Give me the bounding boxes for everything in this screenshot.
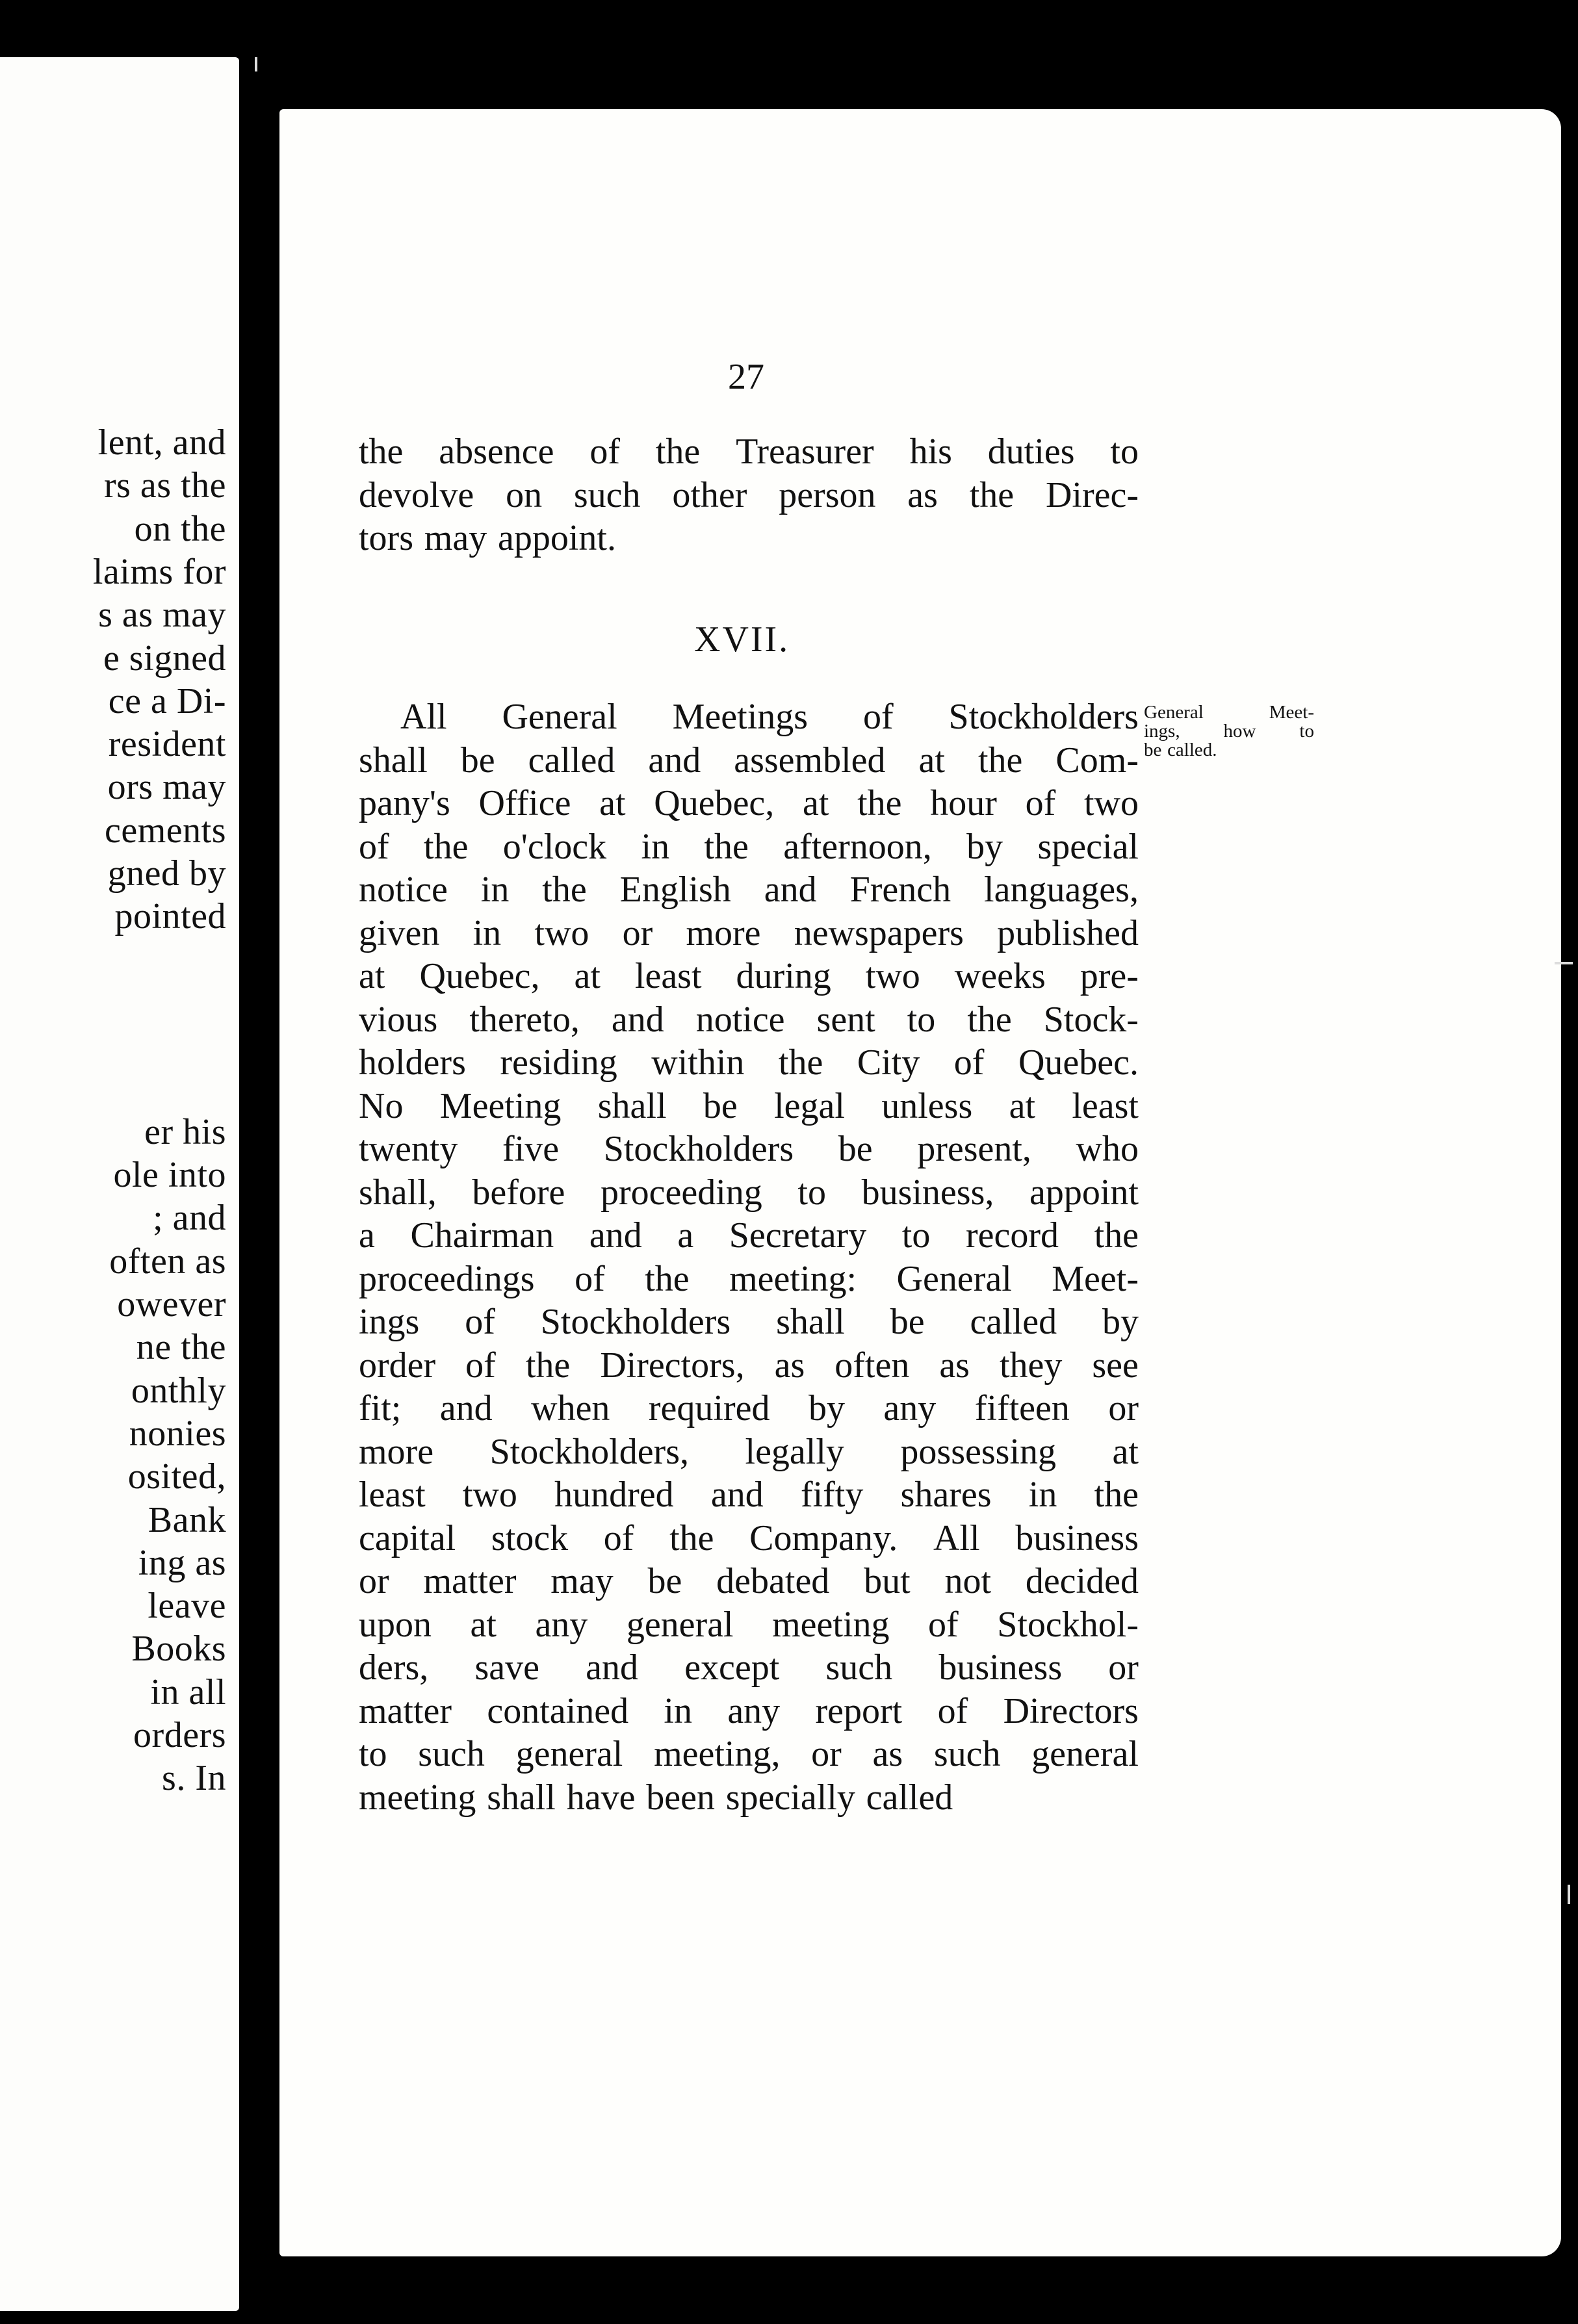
word: the xyxy=(778,1042,823,1083)
left-page-line: ole into xyxy=(113,1155,226,1196)
word: such xyxy=(573,474,641,515)
text-line xyxy=(359,1473,1139,1517)
word: weeks xyxy=(954,956,1046,996)
left-page-line: s as may xyxy=(98,595,226,636)
word: Stockholders xyxy=(540,1302,731,1342)
text-line xyxy=(359,1085,1139,1128)
left-page-line: Books xyxy=(131,1629,226,1670)
word: who xyxy=(1076,1129,1139,1169)
marginal-note-line xyxy=(1144,703,1314,722)
word: Meeting xyxy=(439,1085,562,1126)
word: decided xyxy=(1025,1561,1139,1601)
word: and xyxy=(586,1647,639,1688)
text-line xyxy=(359,1128,1139,1171)
word: meeting: xyxy=(729,1258,857,1299)
page-number: 27 xyxy=(728,357,764,397)
word: record xyxy=(965,1215,1059,1256)
word: residing xyxy=(500,1042,617,1083)
word: fit; xyxy=(359,1388,402,1428)
word: shall xyxy=(776,1302,845,1342)
word: of xyxy=(1025,783,1056,823)
text-line xyxy=(359,1603,1139,1647)
word: be xyxy=(460,740,495,781)
marginal-word: ings, xyxy=(1144,721,1180,742)
word: a xyxy=(677,1215,694,1256)
word: Meet- xyxy=(1052,1258,1139,1299)
word: such xyxy=(825,1647,893,1688)
word: o'clock xyxy=(502,826,607,867)
word: General xyxy=(896,1258,1012,1299)
word: Directors, xyxy=(600,1345,745,1386)
word: as xyxy=(872,1734,903,1774)
word: matter xyxy=(359,1690,452,1731)
word: stock xyxy=(491,1517,569,1558)
word: Company. xyxy=(749,1517,898,1558)
left-page-line: ing as xyxy=(138,1542,226,1583)
left-page-line: orders xyxy=(133,1715,226,1755)
text-line xyxy=(359,474,1139,517)
word: the xyxy=(669,1517,714,1558)
word: order xyxy=(359,1345,436,1386)
text-line xyxy=(359,1646,1139,1690)
word: shall, xyxy=(359,1172,437,1213)
section-heading: XVII. xyxy=(694,619,790,660)
word: Quebec. xyxy=(1018,1042,1139,1083)
marginal-word: called. xyxy=(1167,740,1217,760)
word: or xyxy=(811,1734,842,1774)
word: or xyxy=(622,912,653,953)
word: be xyxy=(647,1561,682,1601)
word: matter xyxy=(423,1561,517,1601)
word: French xyxy=(849,870,951,910)
marginal-word: to xyxy=(1299,721,1314,742)
left-page-line: resident xyxy=(108,724,226,765)
word: they xyxy=(999,1345,1063,1386)
word: business, xyxy=(861,1172,994,1213)
word: as xyxy=(907,474,938,515)
word: save xyxy=(474,1647,539,1688)
word: assembled xyxy=(734,740,886,781)
word: of xyxy=(465,1302,495,1342)
text-line xyxy=(359,1214,1139,1258)
left-page-line: rs as the xyxy=(103,465,226,506)
word: any xyxy=(727,1690,781,1731)
left-page-line: in all xyxy=(150,1672,226,1712)
text-line xyxy=(359,1517,1139,1560)
word: specially xyxy=(725,1777,855,1818)
word: may xyxy=(424,518,487,558)
word: proceeding xyxy=(601,1172,762,1213)
word: Stock- xyxy=(1043,999,1139,1040)
word: or xyxy=(359,1561,389,1601)
marginal-word: be xyxy=(1144,740,1162,760)
text-line xyxy=(359,868,1139,912)
word: in xyxy=(480,870,510,910)
word: contained xyxy=(487,1690,629,1731)
word: a xyxy=(359,1215,375,1256)
word: be xyxy=(838,1129,873,1169)
word: by xyxy=(966,826,1003,867)
word: at xyxy=(918,740,945,781)
text-line xyxy=(359,955,1139,998)
word: upon xyxy=(359,1604,432,1645)
word: business xyxy=(1015,1517,1139,1558)
word: more xyxy=(686,912,761,953)
left-page-line: ; and xyxy=(153,1198,226,1239)
word: of xyxy=(953,1042,985,1083)
word: the xyxy=(969,474,1015,515)
word: least xyxy=(359,1475,426,1515)
left-page-line: pointed xyxy=(114,896,226,937)
word: absence xyxy=(439,432,554,472)
word: Quebec, xyxy=(419,956,540,996)
left-page-line: er his xyxy=(144,1111,226,1152)
word: pany's xyxy=(359,783,450,823)
word: proceedings xyxy=(359,1258,535,1299)
word: of xyxy=(589,432,621,472)
word: least xyxy=(634,956,702,996)
text-line xyxy=(359,1171,1139,1215)
word: holders xyxy=(359,1042,466,1083)
word: notice xyxy=(359,870,448,910)
word: fifteen xyxy=(974,1388,1070,1428)
word: person xyxy=(779,474,876,515)
word: the xyxy=(704,826,749,867)
left-page-line: Bank xyxy=(148,1499,226,1540)
word: Treasurer xyxy=(736,432,874,472)
left-page-line: on the xyxy=(134,508,226,549)
word: legally xyxy=(745,1431,844,1472)
word: Directors xyxy=(1003,1690,1139,1731)
word: shall xyxy=(487,1777,556,1818)
word: Meetings xyxy=(672,697,808,737)
word: or xyxy=(1108,1388,1139,1428)
word: unless xyxy=(881,1085,973,1126)
marginal-note-line xyxy=(1144,722,1314,741)
left-page-line: osited, xyxy=(127,1456,226,1497)
word: thereto, xyxy=(469,999,580,1040)
word: be xyxy=(703,1085,738,1126)
word: at xyxy=(574,956,601,996)
word: during xyxy=(736,956,831,996)
word: notice xyxy=(695,999,785,1040)
marginal-note-line xyxy=(1144,741,1314,760)
word: shares xyxy=(900,1475,992,1515)
word: any xyxy=(883,1388,937,1428)
book-spine xyxy=(239,0,279,2324)
word: the xyxy=(645,1258,690,1299)
text-line xyxy=(359,1041,1139,1085)
text-line xyxy=(359,1690,1139,1733)
word: debated xyxy=(716,1561,830,1601)
word: to xyxy=(359,1734,387,1774)
word: any xyxy=(535,1604,588,1645)
word: at xyxy=(803,783,829,823)
word: hundred xyxy=(554,1475,674,1515)
word: City xyxy=(857,1042,920,1083)
word: except xyxy=(684,1647,780,1688)
word: shall xyxy=(359,740,428,781)
word: to xyxy=(797,1172,826,1213)
left-page-line: e signed xyxy=(103,638,226,678)
word: in xyxy=(641,826,670,867)
word: Stockholders, xyxy=(489,1431,689,1472)
text-line xyxy=(359,782,1139,825)
word: present, xyxy=(917,1129,1031,1169)
word: two xyxy=(865,956,920,996)
word: All xyxy=(933,1517,980,1558)
word: Stockhol- xyxy=(997,1604,1139,1645)
text-line xyxy=(359,1344,1139,1388)
word: five xyxy=(502,1129,560,1169)
word: published xyxy=(997,912,1139,953)
word: such xyxy=(933,1734,1001,1774)
word: the xyxy=(525,1345,571,1386)
word: capital xyxy=(359,1517,456,1558)
word: by xyxy=(808,1388,845,1428)
word: on xyxy=(506,474,543,515)
marginal-word: Meet- xyxy=(1269,702,1314,723)
word: Com- xyxy=(1055,740,1139,781)
word: called xyxy=(866,1777,953,1818)
word: appoint xyxy=(1029,1172,1139,1213)
word: possessing xyxy=(900,1431,1057,1472)
text-line xyxy=(359,739,1139,782)
word: and xyxy=(764,870,817,910)
word: the xyxy=(977,740,1023,781)
word: of xyxy=(937,1690,968,1731)
word: by xyxy=(1102,1302,1139,1342)
word: Office xyxy=(478,783,571,823)
word: at xyxy=(470,1604,497,1645)
text-line xyxy=(359,825,1139,869)
word: at xyxy=(1009,1085,1036,1126)
scan-speck xyxy=(255,57,257,71)
marginal-word: General xyxy=(1144,702,1204,723)
word: Chairman xyxy=(410,1215,554,1256)
scan-speck xyxy=(1568,1885,1570,1904)
word: and xyxy=(611,999,664,1040)
word: within xyxy=(651,1042,745,1083)
word: in xyxy=(472,912,502,953)
word: meeting xyxy=(359,1777,476,1818)
word: special xyxy=(1037,826,1139,867)
word: All xyxy=(400,697,447,737)
word: appoint. xyxy=(498,518,616,558)
text-line xyxy=(359,695,1139,739)
text-line xyxy=(359,430,1139,474)
text-line xyxy=(359,517,1139,560)
opening-paragraph xyxy=(359,430,1139,560)
marginal-word: how xyxy=(1223,721,1256,742)
word: and xyxy=(710,1475,764,1515)
word: of xyxy=(575,1258,605,1299)
word: the xyxy=(1094,1215,1139,1256)
left-page-line: lent, and xyxy=(97,422,226,463)
word: as xyxy=(774,1345,805,1386)
word: two xyxy=(534,912,589,953)
word: called xyxy=(970,1302,1057,1342)
word: the xyxy=(1094,1475,1139,1515)
marginal-note xyxy=(1144,703,1314,760)
word: of xyxy=(603,1517,634,1558)
word: ders, xyxy=(359,1647,429,1688)
word: at xyxy=(1112,1431,1139,1472)
word: general xyxy=(626,1604,734,1645)
word: the xyxy=(424,826,469,867)
word: be xyxy=(890,1302,925,1342)
word: of xyxy=(928,1604,959,1645)
word: given xyxy=(359,912,440,953)
word: as xyxy=(939,1345,970,1386)
word: to xyxy=(901,1215,931,1256)
word: report xyxy=(815,1690,903,1731)
word: of xyxy=(862,697,894,737)
word: been xyxy=(646,1777,715,1818)
left-page-line: ne the xyxy=(136,1327,226,1368)
left-page-line: gned by xyxy=(107,853,226,894)
word: meeting xyxy=(772,1604,890,1645)
word: but xyxy=(864,1561,911,1601)
left-page-line: owever xyxy=(117,1284,226,1324)
text-line xyxy=(359,998,1139,1042)
word: Direc- xyxy=(1045,474,1139,515)
word: ings xyxy=(359,1302,420,1342)
word: required xyxy=(648,1388,770,1428)
word: and xyxy=(648,740,701,781)
word: the xyxy=(542,870,587,910)
section-paragraph xyxy=(359,695,1139,1819)
word: such xyxy=(418,1734,485,1774)
word: to xyxy=(907,999,936,1040)
word: business xyxy=(938,1647,1063,1688)
word: languages, xyxy=(984,870,1139,910)
word: Quebec, xyxy=(654,783,775,823)
word: of xyxy=(465,1345,496,1386)
left-page-line: ors may xyxy=(107,767,226,808)
word: of xyxy=(359,826,389,867)
word: twenty xyxy=(359,1129,458,1169)
word: and xyxy=(439,1388,493,1428)
scan-speck xyxy=(1555,962,1573,964)
word: the xyxy=(655,432,701,472)
word: at xyxy=(359,956,385,996)
text-line xyxy=(359,1258,1139,1301)
word: afternoon, xyxy=(783,826,932,867)
left-page-line: ce a Di- xyxy=(108,680,226,721)
word: fifty xyxy=(800,1475,864,1515)
word: legal xyxy=(774,1085,845,1126)
word: tors xyxy=(359,518,413,558)
word: and xyxy=(589,1215,642,1256)
word: meeting, xyxy=(654,1734,781,1774)
word: sent xyxy=(816,999,875,1040)
word: often xyxy=(834,1345,910,1386)
word: newspapers xyxy=(794,912,964,953)
word: or xyxy=(1108,1647,1139,1688)
word: devolve xyxy=(359,474,474,515)
word: English xyxy=(619,870,731,910)
word: hour xyxy=(930,783,997,823)
text-line xyxy=(359,1387,1139,1430)
word: two xyxy=(462,1475,517,1515)
word: General xyxy=(502,697,617,737)
word: Stockholders xyxy=(603,1129,794,1169)
left-page-line: s. In xyxy=(162,1758,226,1799)
word: general xyxy=(1031,1734,1139,1774)
word: may xyxy=(550,1561,614,1601)
text-line xyxy=(359,1430,1139,1474)
word: Stockholders xyxy=(948,697,1139,737)
word: shall xyxy=(597,1085,667,1126)
word: in xyxy=(1028,1475,1057,1515)
text-line xyxy=(359,1733,1139,1776)
word: at xyxy=(599,783,626,823)
word: two xyxy=(1083,783,1139,823)
word: the xyxy=(967,999,1012,1040)
left-page-line: leave xyxy=(148,1586,226,1627)
text-line xyxy=(359,1560,1139,1603)
word: duties xyxy=(987,432,1075,472)
word: vious xyxy=(359,999,438,1040)
word: the xyxy=(359,432,404,472)
left-page xyxy=(0,57,239,2311)
left-page-line: nonies xyxy=(129,1413,226,1454)
word: other xyxy=(672,474,747,515)
text-line xyxy=(359,912,1139,955)
word: called xyxy=(528,740,615,781)
left-page-line: onthly xyxy=(131,1370,226,1411)
word: have xyxy=(566,1777,636,1818)
word: before xyxy=(472,1172,565,1213)
left-page-line: often as xyxy=(109,1241,226,1282)
word: see xyxy=(1092,1345,1139,1386)
word: more xyxy=(359,1431,434,1472)
left-page-line: cements xyxy=(105,810,226,851)
word: the xyxy=(857,783,902,823)
left-page-line: laims for xyxy=(92,551,226,592)
word: general xyxy=(515,1734,623,1774)
text-line xyxy=(359,1300,1139,1344)
text-line xyxy=(359,1776,1139,1820)
word: Secretary xyxy=(729,1215,867,1256)
word: least xyxy=(1072,1085,1139,1126)
word: when xyxy=(531,1388,610,1428)
word: to xyxy=(1110,432,1139,472)
word: pre- xyxy=(1080,956,1139,996)
word: in xyxy=(664,1690,692,1731)
word: No xyxy=(359,1085,404,1126)
word: not xyxy=(944,1561,992,1601)
word: his xyxy=(909,432,952,472)
